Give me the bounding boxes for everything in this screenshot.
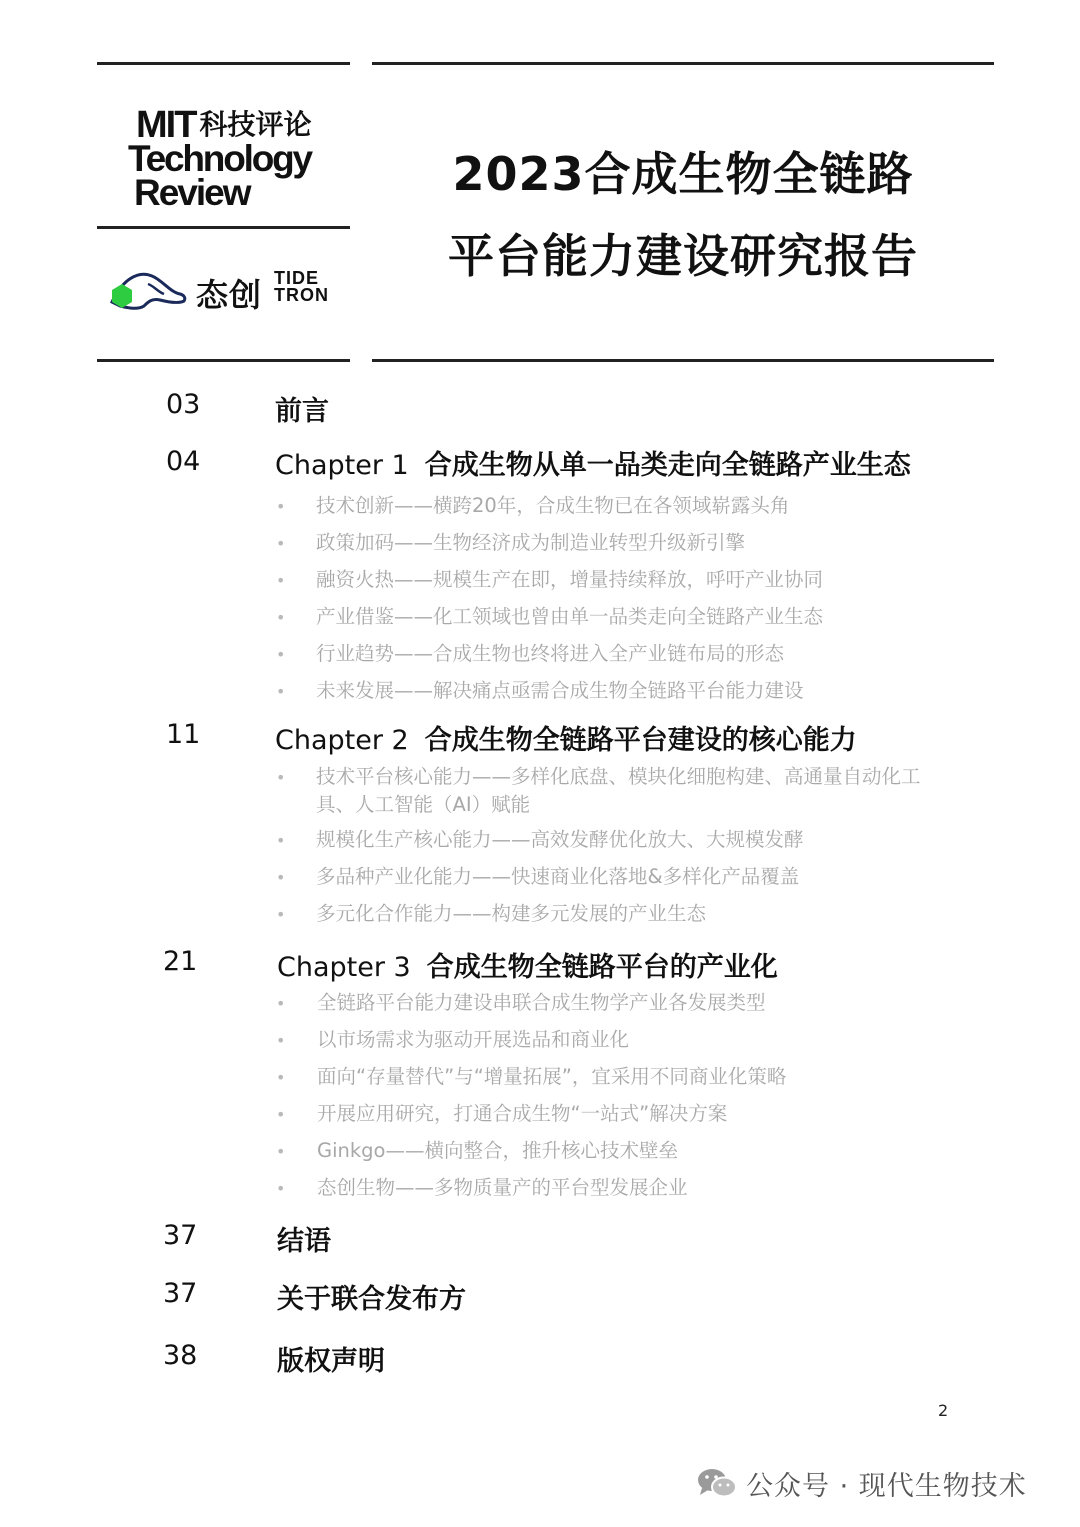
logo-mit-text: MIT — [136, 104, 196, 146]
rule-mid-left — [97, 226, 350, 229]
toc-item-about[interactable]: 关于联合发布方 — [277, 1284, 466, 1315]
chapter3-subitem[interactable]: 全链路平台能力建设串联合成生物学产业各发展类型 — [317, 991, 766, 1014]
bullet: • — [276, 1105, 286, 1124]
rule-top-left — [97, 62, 350, 65]
bullet: • — [276, 994, 286, 1013]
chapter3-subitem[interactable]: 态创生物——多物质量产的平台型发展企业 — [317, 1176, 688, 1199]
rule-bottom-left — [97, 359, 350, 362]
toc-page-chapter1: 04 — [166, 446, 201, 477]
chapter1-subitem[interactable]: 融资火热——规模生产在即，增量持续释放，呼吁产业协同 — [316, 568, 824, 591]
rule-bottom-right — [372, 359, 994, 362]
chapter2-title: 合成生物全链路平台建设的核心能力 — [424, 725, 857, 756]
chapter3-subitem[interactable]: Ginkgo——横向整合，推升核心技术壁垒 — [317, 1139, 678, 1162]
toc-page-chapter3: 21 — [163, 946, 198, 977]
chapter2-subitem[interactable]: 多元化合作能力——构建多元发展的产业生态 — [316, 902, 707, 925]
report-title-line2: 平台能力建设研究报告 — [448, 229, 918, 283]
toc-page-about: 37 — [163, 1278, 198, 1309]
toc-page-preface: 03 — [166, 389, 201, 420]
toc-item-preface[interactable]: 前言 — [275, 396, 329, 427]
tidetron-logo — [108, 258, 353, 318]
bullet: • — [276, 1031, 286, 1050]
chapter2-subitem[interactable]: 技术平台核心能力——多样化底盘、模块化细胞构建、高通量自动化工具、人工智能（AI）赋能 — [316, 765, 921, 816]
bullet: • — [276, 831, 286, 850]
chapter3-subitem[interactable]: 面向“存量替代”与“增量拓展”，宜采用不同商业化策略 — [317, 1065, 787, 1088]
bullet: • — [276, 571, 286, 590]
toc-item-chapter1[interactable] — [275, 443, 911, 482]
chapter1-subitem[interactable]: 技术创新——横跨20年，合成生物已在各领域崭露头角 — [316, 494, 790, 517]
chapter3-title: 合成生物全链路平台的产业化 — [426, 952, 778, 983]
bullet: • — [276, 534, 286, 553]
bullet: • — [276, 645, 286, 664]
chapter1-subitem[interactable]: 政策加码——生物经济成为制造业转型升级新引擎 — [316, 531, 746, 554]
chapter1-label: Chapter 1 — [275, 450, 409, 481]
page-number: 2 — [938, 1401, 949, 1420]
chapter3-label: Chapter 3 — [277, 952, 411, 983]
toc-page-conclusion: 37 — [163, 1220, 198, 1251]
chapter2-label: Chapter 2 — [275, 725, 409, 756]
chapter1-subitem[interactable]: 未来发展——解决痛点亟需合成生物全链路平台能力建设 — [316, 679, 804, 702]
chapter2-subitem[interactable]: 多品种产业化能力——快速商业化落地&多样化产品覆盖 — [316, 865, 800, 888]
chapter1-title: 合成生物从单一品类走向全链路产业生态 — [424, 450, 911, 481]
chapter2-subitem[interactable]: 规模化生产核心能力——高效发酵优化放大、大规模发酵 — [316, 828, 804, 851]
logo-review-text: Review — [134, 172, 250, 213]
mit-technology-review-logo — [128, 104, 350, 213]
toc-item-conclusion[interactable]: 结语 — [277, 1226, 331, 1257]
bullet: • — [276, 905, 286, 924]
logo-technology-text: Technology — [128, 138, 311, 179]
report-title-line1: 2023合成生物全链路 — [452, 147, 914, 201]
chapter1-subitem[interactable]: 行业趋势——合成生物也终将进入全产业链布局的形态 — [316, 642, 785, 665]
tidetron-en-top: TIDE — [274, 268, 320, 288]
chapter1-subitem[interactable]: 产业借鉴——化工领域也曾由单一品类走向全链路产业生态 — [316, 605, 824, 628]
bullet: • — [276, 1068, 286, 1087]
bullet: • — [276, 768, 286, 787]
toc-item-copyright[interactable]: 版权声明 — [277, 1346, 385, 1377]
logo-mit-cn-text: 科技评论 — [199, 108, 312, 141]
rule-top-right — [372, 62, 994, 65]
wechat-icon — [696, 1466, 738, 1500]
tidetron-mark-icon — [108, 264, 190, 312]
bullet: • — [276, 682, 286, 701]
chapter3-subitem[interactable]: 开展应用研究，打通合成生物“一站式”解决方案 — [317, 1102, 728, 1125]
bullet: • — [276, 1179, 286, 1198]
toc-item-chapter2[interactable] — [275, 718, 857, 757]
toc-item-chapter3[interactable] — [277, 945, 778, 984]
tidetron-cn-text: 态创 — [196, 276, 263, 314]
toc-page-chapter2: 11 — [166, 719, 201, 750]
chapter3-subitem[interactable]: 以市场需求为驱动开展选品和商业化 — [317, 1028, 630, 1051]
bullet: • — [276, 868, 286, 887]
bullet: • — [276, 497, 286, 516]
tidetron-en-text — [274, 270, 329, 304]
bullet: • — [276, 1142, 286, 1161]
tidetron-en-bottom: TRON — [274, 285, 329, 305]
toc-page-copyright: 38 — [163, 1340, 198, 1371]
watermark-text: 公众号 · 现代生物技术 — [746, 1471, 1027, 1502]
bullet: • — [276, 608, 286, 627]
